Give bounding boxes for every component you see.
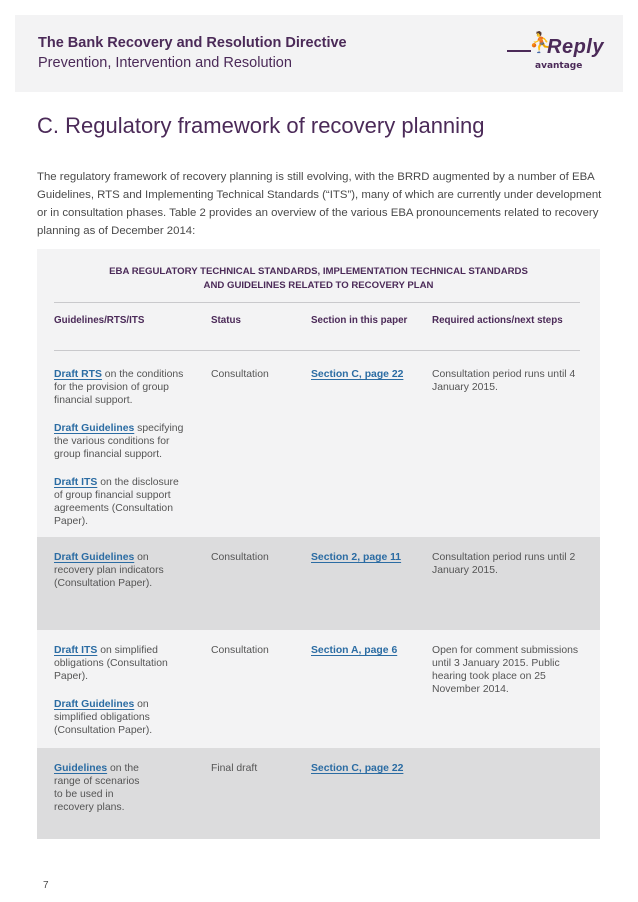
status-cell: Consultation [211, 645, 269, 656]
guideline-link[interactable]: Draft ITS [54, 477, 98, 488]
guidelines-cell [54, 762, 149, 829]
guideline-link[interactable]: Draft ITS [54, 645, 98, 656]
document-subtitle: Prevention, Intervention and Resolution [38, 55, 292, 71]
guideline-link[interactable]: Draft Guidelines [54, 699, 135, 710]
section-cell [311, 551, 426, 564]
guideline-text: on the disclosure of group financial support agreements (Consultation Paper). [54, 477, 179, 527]
guideline-text: on simplified obligations (Consultation Paper). [54, 699, 153, 736]
guideline-link[interactable]: Draft Guidelines [54, 423, 135, 434]
guideline-text: on the range of scenarios to be used in recovery plans. [54, 763, 140, 813]
eba-table [37, 249, 600, 839]
guideline-text: on simplified obligations (Consultation Paper). [54, 645, 168, 682]
section-link[interactable]: Section C, page 22 [311, 369, 404, 380]
column-header-section: Section in this paper [311, 315, 408, 326]
guideline-item [54, 422, 189, 461]
section-link[interactable]: Section 2, page 11 [311, 552, 402, 563]
column-header-actions: Required actions/next steps [432, 315, 563, 326]
status-cell: Final draft [211, 763, 258, 774]
guideline-link[interactable]: Draft RTS [54, 369, 102, 380]
guideline-item [54, 551, 189, 590]
actions-cell: Consultation period runs until 2 January 2015. [432, 552, 576, 576]
section-cell [311, 644, 426, 657]
table-row [37, 630, 600, 748]
section-link[interactable]: Section C, page 22 [311, 763, 404, 774]
guideline-item [54, 644, 189, 683]
guideline-item [54, 476, 189, 528]
table-caption [37, 265, 600, 292]
guidelines-cell [54, 551, 189, 605]
intro-paragraph: The regulatory framework of recovery planning is still evolving, with the BRRD augmented by a number of EBA Guidelines, RTS and Implementing Technical Standards (“ITS”), many of which are currently under development or in consultation phases. Table 2 provides an overview of the various EBA pronouncements related to recovery planning as of December 2014: [37, 171, 602, 237]
section-heading: C. Regulatory framework of recovery planning [37, 113, 485, 138]
column-header-status: Status [211, 315, 241, 326]
guideline-link[interactable]: Draft Guidelines [54, 552, 135, 563]
section-link[interactable]: Section A, page 6 [311, 645, 398, 656]
table-row [37, 537, 600, 630]
actions-cell: Consultation period runs until 4 January 2015. [432, 369, 576, 393]
section-cell [311, 762, 426, 775]
logo-line [507, 50, 531, 52]
document-header [15, 15, 623, 92]
guideline-item [54, 762, 149, 814]
logo-sub: avantage [535, 61, 583, 71]
table-rule-top [54, 302, 580, 303]
reply-logo [505, 32, 615, 75]
logo-word: Reply [547, 36, 604, 58]
status-cell: Consultation [211, 369, 269, 380]
guideline-text: specifying the various conditions for group financial support. [54, 423, 184, 460]
guideline-item [54, 368, 189, 407]
column-header-guidelines: Guidelines/RTS/ITS [54, 315, 145, 326]
status-cell: Consultation [211, 552, 269, 563]
runner-icon: ⛹ [529, 32, 554, 54]
guidelines-cell [54, 368, 189, 543]
guideline-link[interactable]: Guidelines [54, 763, 108, 774]
table-row [37, 748, 600, 839]
caption-line-1: EBA REGULATORY TECHNICAL STANDARDS, IMPLEMENTATION TECHNICAL STANDARDS [109, 266, 528, 277]
document-title: The Bank Recovery and Resolution Directive [38, 35, 347, 51]
guidelines-cell [54, 644, 189, 752]
page-number: 7 [43, 880, 49, 891]
guideline-item [54, 698, 189, 737]
section-cell [311, 368, 426, 381]
guideline-text: on recovery plan indicators (Consultation Paper). [54, 552, 164, 589]
table-row [37, 351, 600, 537]
caption-line-2: AND GUIDELINES RELATED TO RECOVERY PLAN [203, 279, 434, 291]
guideline-text: on the conditions for the provision of group financial support. [54, 369, 184, 406]
actions-cell: Open for comment submissions until 3 January 2015. Public hearing took place on 25 November 2014. [432, 645, 579, 695]
